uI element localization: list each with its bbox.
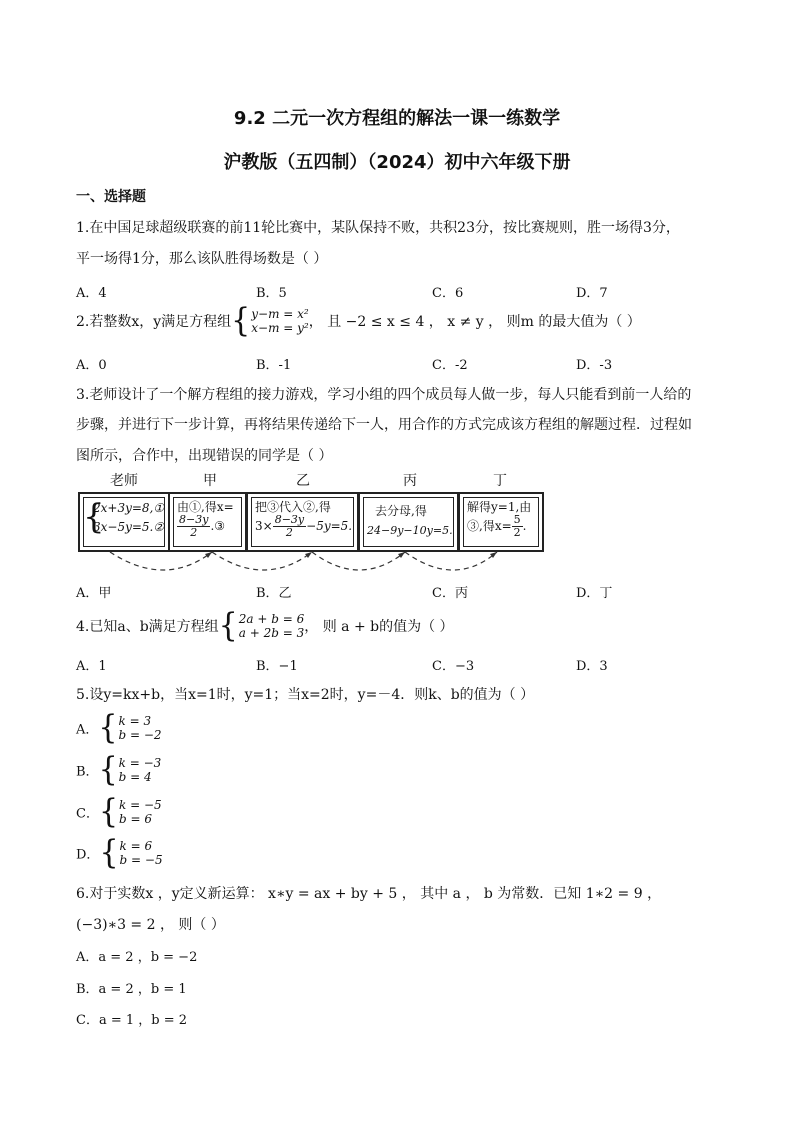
section-heading: 一、选择题 [76, 189, 146, 205]
ding-tail: . [522, 519, 527, 533]
q1-text-line2: 平一场得1分，那么该队胜得场数是（ ） [76, 251, 328, 267]
label-yi: 乙 [296, 473, 310, 489]
q1-option-d: D．7 [576, 286, 608, 301]
label-jia: 甲 [203, 473, 217, 489]
q1-option-a: A．4 [76, 286, 107, 301]
q5-option-c: C．{ k = −5 b = 6 [76, 792, 162, 831]
q6-option-a: A．a = 2 ，b = −2 [76, 950, 198, 965]
jia-line1: 由①,得x= [177, 500, 234, 514]
q5-option-d: D．{ k = 6 b = −5 [76, 833, 163, 872]
q4-option-d: D．3 [576, 659, 608, 674]
arrow-bing-ding [405, 552, 497, 570]
relay-arrows [0, 540, 794, 580]
q5-option-b: B．{ k = −3 b = 4 [76, 750, 162, 789]
q6-text-line1: 6.对于实数x ，y定义新运算： x∗y = ax + by + 5 ， 其中 a ， b 为常数．已知 1∗2 = 9 ， [76, 886, 662, 902]
ding-line1: 解得y=1,由 [467, 500, 532, 514]
arrow-yi-bing [312, 552, 405, 570]
q2-stem [76, 301, 641, 340]
q6-option-c: C．a = 1 ，b = 2 [76, 1013, 188, 1028]
q2-option-a: A．0 [76, 358, 107, 373]
q2-option-b: B．-1 [256, 358, 292, 373]
brace-icon: { [98, 708, 118, 747]
brace-icon: { [83, 497, 105, 537]
jia-tail: .③ [210, 519, 226, 533]
q4-prefix: 4.已知a、b满足方程组 [76, 619, 219, 635]
label-bing: 丙 [403, 473, 417, 489]
ding-pre: ③,得x= [467, 519, 512, 533]
q4-suffix: ， 则 a + b的值为（ ） [304, 619, 454, 635]
arrow-teacher-jia [110, 552, 212, 570]
q3-option-d: D．丁 [576, 586, 613, 601]
brace-icon: { [98, 750, 118, 789]
page-subtitle: 沪教版（五四制）（2024）初中六年级下册 [223, 152, 571, 173]
teacher-eq2: 3x−5y=5.② [93, 520, 165, 534]
q4-option-a: A．1 [76, 659, 107, 674]
q3-text-line1: 3.老师设计了一个解方程组的接力游戏，学习小组的四个成员每人做一步，每人只能看到前一人给的 [76, 387, 692, 403]
q4-option-b: B．−1 [256, 659, 298, 674]
q6-text-line2: (−3)∗3 = 2 ， 则（ ） [76, 917, 225, 933]
brace-icon: { [231, 301, 251, 340]
label-teacher: 老师 [110, 473, 138, 489]
bing-line1: 去分母,得 [375, 504, 427, 518]
q5-option-a: A．{ k = 3 b = −2 [76, 708, 162, 747]
yi-pre: 3× [255, 519, 273, 533]
q3-option-c: C．丙 [432, 586, 468, 601]
q4-system [239, 612, 304, 640]
q3-text-line3: 图所示，合作中，出现错误的同学是（ ） [76, 448, 333, 464]
jia-fraction: $\frac{8-3y}{2}$ [179, 513, 209, 539]
brace-icon: { [99, 833, 119, 872]
yi-fraction: $\frac{8-3y}{2}$ [274, 513, 305, 539]
q2-suffix: ， 且 −2 ≤ x ≤ 4 ， x ≠ y ， 则m 的最大值为（ ） [308, 314, 641, 330]
yi-line1: 把③代入②,得 [255, 500, 331, 514]
arrow-jia-yi [212, 552, 312, 570]
ding-fraction: $\frac{5}{2}$ [513, 513, 521, 539]
q3-option-a: A．甲 [76, 586, 112, 601]
page-title: 9.2 二元一次方程组的解法一课一练数学 [233, 108, 561, 129]
q2-eq1: y−m = x² [251, 307, 309, 321]
brace-icon: { [98, 792, 119, 831]
q4-stem [76, 606, 454, 645]
q2-eq2: x−m = y² [251, 321, 309, 335]
q4-option-c: C．−3 [432, 659, 475, 674]
q3-text-line2: 步骤，并进行下一步计算，再将结果传递给下一人，用合作的方式完成该方程组的解题过程．过程如 [76, 417, 692, 433]
bing-line2: 24−9y−10y=5. [367, 524, 453, 537]
q1-option-c: C．6 [432, 286, 464, 301]
yi-tail: −5y=5. [306, 519, 353, 533]
q1-option-b: B．5 [256, 286, 287, 301]
q6-option-b: B．a = 2 ，b = 1 [76, 982, 187, 997]
teacher-eq1: 2x+3y=8,① [93, 501, 165, 515]
q2-option-c: C．-2 [432, 358, 468, 373]
q3-option-b: B．乙 [256, 586, 292, 601]
q4-eq1: 2a + b = 6 [238, 612, 305, 626]
q2-prefix: 2.若整数x，y满足方程组 [76, 314, 232, 330]
q5-text: 5.设y=kx+b，当x=1时，y=1；当x=2时，y=－4．则k、b的值为（ ） [76, 687, 535, 703]
q2-system [251, 307, 308, 335]
brace-icon: { [218, 606, 238, 645]
q4-eq2: a + 2b = 3 [238, 626, 305, 640]
q2-option-d: D．-3 [576, 358, 613, 373]
q1-text-line1: 1.在中国足球超级联赛的前11轮比赛中，某队保持不败，共积23分，按比赛规则，胜一场得3分， [76, 220, 680, 236]
label-ding: 丁 [493, 473, 507, 489]
